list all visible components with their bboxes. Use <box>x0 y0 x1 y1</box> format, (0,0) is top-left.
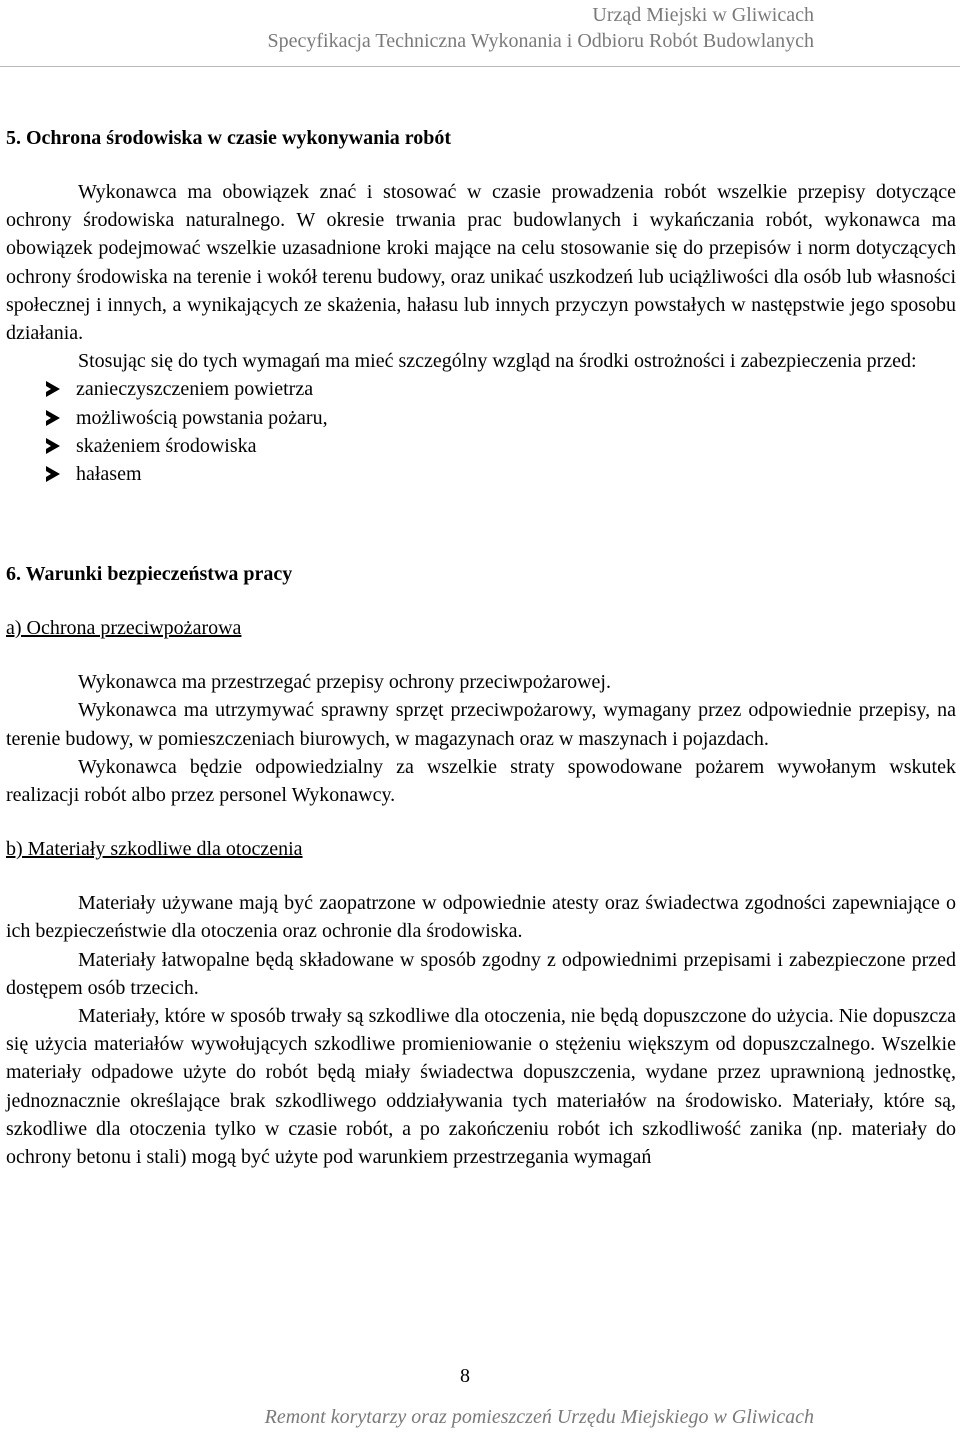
list-item-text: skażeniem środowiska <box>76 434 257 457</box>
list-item <box>46 375 956 403</box>
subsection-a-paragraph-3: Wykonawca będzie odpowiedzialny za wszelkie straty spowodowane pożarem wywołanym wskutek realizacji robót albo przez personel Wykonawcy. <box>6 755 956 807</box>
header-divider <box>0 66 960 67</box>
subsection-b-heading: b) Materiały szkodliwe dla otoczenia <box>6 838 303 861</box>
arrow-bullet-icon <box>46 466 60 482</box>
arrow-bullet-icon <box>46 438 60 454</box>
page-number: 8 <box>460 1365 470 1387</box>
section-5-paragraph-2: Stosując się do tych wymagań ma mieć szczególny wzgląd na środki ostrożności i zabezpieczenia przed: <box>78 350 917 373</box>
list-item <box>46 432 956 460</box>
hazard-list <box>6 375 956 488</box>
section-6-heading: 6. Warunki bezpieczeństwa pracy <box>6 563 293 586</box>
footer-text: Remont korytarzy oraz pomieszczeń Urzędu Miejskiego w Gliwicach <box>264 1406 814 1428</box>
header-document-title: Specyfikacja Techniczna Wykonania i Odbioru Robót Budowlanych <box>267 30 814 52</box>
list-item-text: możliwością powstania pożaru, <box>76 406 328 429</box>
section-5-heading: 5. Ochrona środowiska w czasie wykonywania robót <box>6 127 452 149</box>
section-5-paragraph-1: Wykonawca ma obowiązek znać i stosować w czasie prowadzenia robót wszelkie przepisy dotyczące ochrony środowiska naturalnego. W okresie trwania prac budowlanych i wykańczania robót, wykonawca ma obowiązek podejmować wszelkie uzasadnione kroki mające na celu stosowanie się do przepisów i norm dotyczących ochrony środowiska na terenie i wokół terenu budowy, oraz unikać uszkodzeń lub uciążliwości dla osób lub własności społecznej i innych, a wynikających ze skażenia, hałasu lub innych przyczyn powstałych w następstwie jego sposobu działania. <box>6 181 956 345</box>
list-item <box>46 460 956 488</box>
document-body <box>6 124 956 1171</box>
subsection-a-heading: a) Ochrona przeciwpożarowa <box>6 617 242 640</box>
header-institution: Urząd Miejski w Gliwicach <box>592 4 814 26</box>
subsection-b-paragraph-1: Materiały używane mają być zaopatrzone w odpowiednie atesty oraz świadectwa zgodności zapewniające o ich bezpieczeństwie dla otoczenia oraz ochronie dla środowiska. <box>6 892 956 943</box>
subsection-b-paragraph-2: Materiały łatwopalne będą składowane w sposób zgodny z odpowiednimi przepisami i zabezpieczone przed dostępem osób trzecich. <box>6 948 956 999</box>
arrow-bullet-icon <box>46 381 60 397</box>
list-item-text: zanieczyszczeniem powietrza <box>76 378 314 401</box>
subsection-a-paragraph-2: Wykonawca ma utrzymywać sprawny sprzęt przeciwpożarowy, wymagany przez odpowiednie przepisy, na terenie budowy, w pomieszczeniach biurowych, w magazynach oraz w maszynach i pojazdach. <box>6 699 956 750</box>
list-item <box>46 404 956 432</box>
list-item-text: hałasem <box>76 463 142 486</box>
subsection-a-paragraph-1: Wykonawca ma przestrzegać przepisy ochrony przeciwpożarowej. <box>78 671 611 694</box>
subsection-b-paragraph-3: Materiały, które w sposób trwały są szkodliwe dla otoczenia, nie będą dopuszczone do użycia. Nie dopuszcza się użycia materiałów wywołujących szkodliwe promieniowanie o stężeniu większym od dopuszczalnego. Wszelkie materiały odpadowe użyte do robót będą miały świadectwa dopuszczenia, wydane przez uprawnioną jednostkę, jednoznacznie określające brak szkodliwego oddziaływania tych materiałów na środowisko. Materiały, które są, szkodliwe dla otoczenia tylko w czasie robót, a po zakończeniu robót ich szkodliwość zanika (np. materiały do ochrony betonu i stali) mogą być użyte pod warunkiem przestrzegania wymagań <box>6 1005 956 1169</box>
arrow-bullet-icon <box>46 410 60 426</box>
